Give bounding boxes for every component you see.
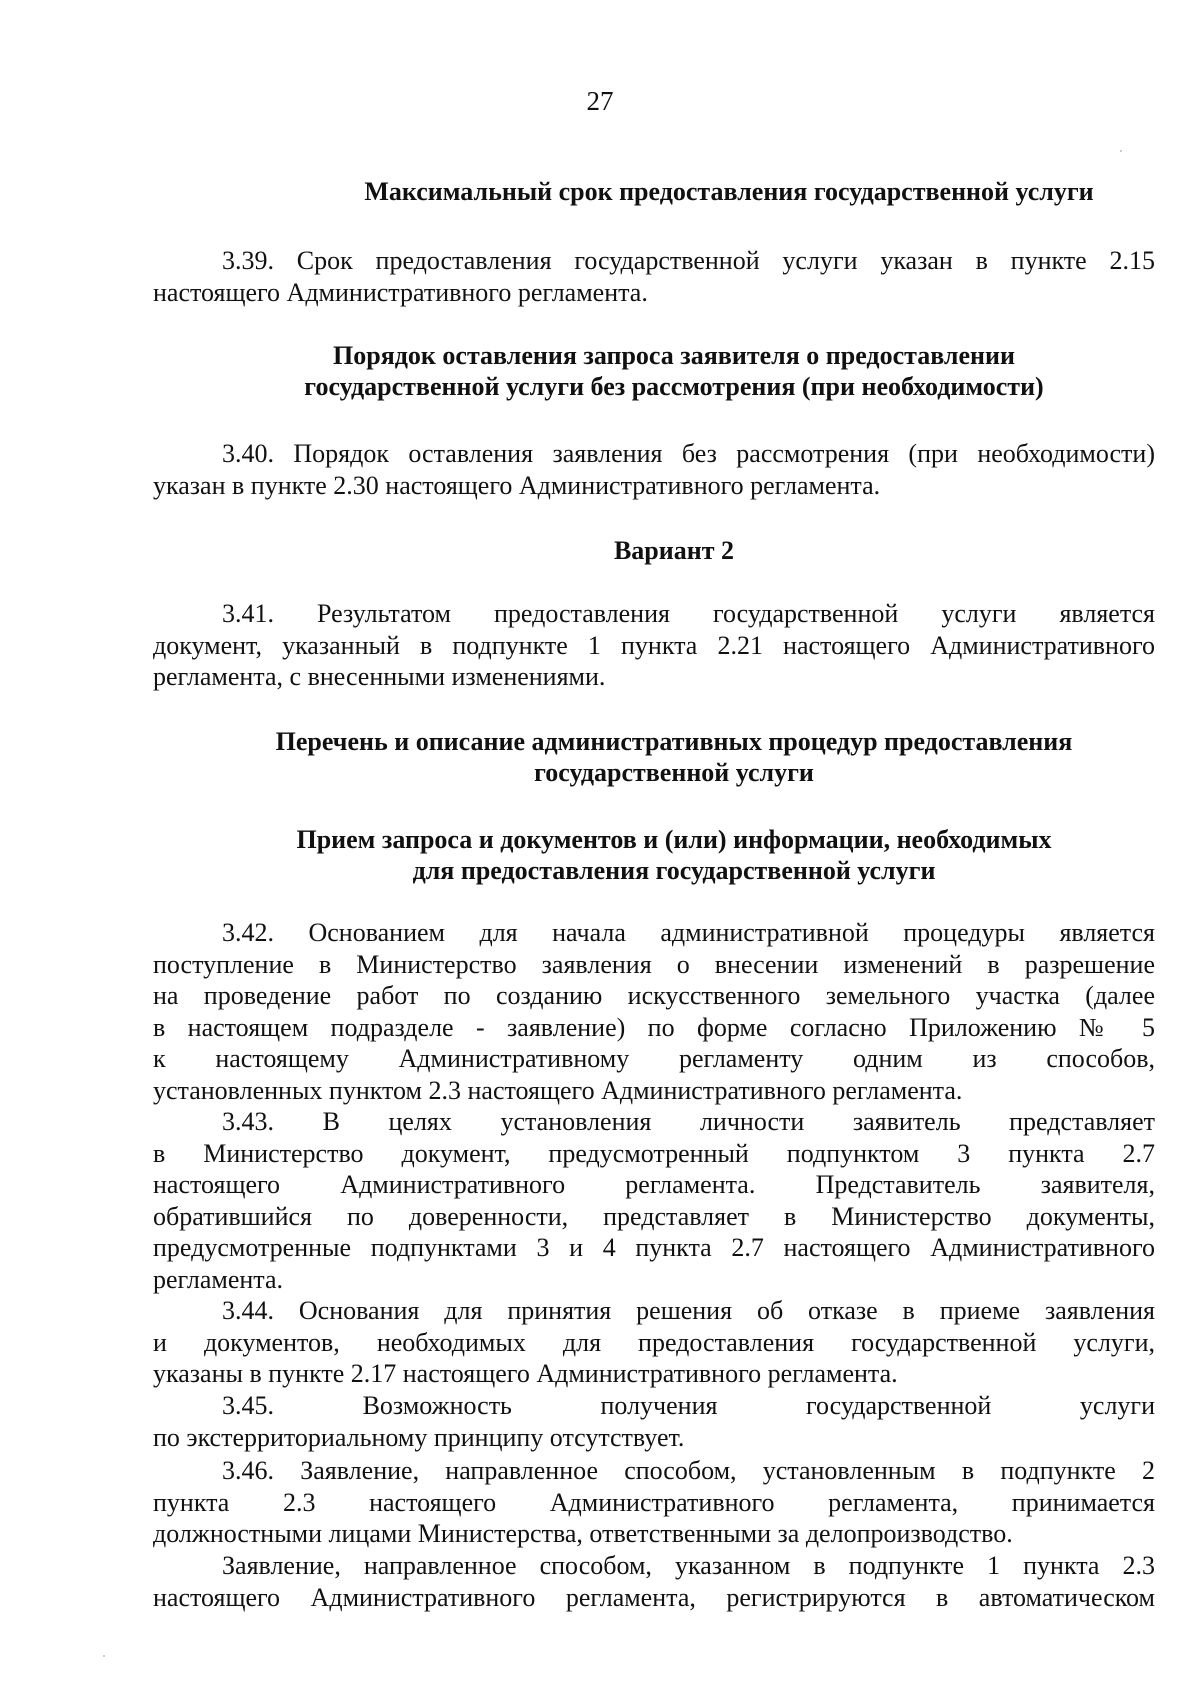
paragraph-line: обратившийся по доверенности, представляет в Министерство документы, (153, 1201, 1155, 1231)
paragraph-3-44 (153, 1295, 1155, 1390)
paragraph-line: документ, указанный в подпункте 1 пункта 2.21 настоящего Административного (153, 630, 1155, 660)
section-heading-max-term (153, 176, 1155, 207)
heading-line: государственной услуги (534, 758, 814, 787)
heading-line: Перечень и описание административных процедур предоставления (275, 727, 1073, 756)
scan-speck (1120, 150, 1122, 152)
paragraph-3-42 (153, 917, 1155, 1106)
heading-line: Прием запроса и документов и (или) информации, необходимых (296, 825, 1052, 854)
paragraph-line: в настоящем подразделе - заявление) по форме согласно Приложению № 5 (153, 1012, 1155, 1042)
paragraph-line: по экстерриториальному принципу отсутствует. (153, 1422, 685, 1452)
heading-line: государственной услуги без рассмотрения (при необходимости) (304, 372, 1044, 401)
paragraph-line: указан в пункте 2.30 настоящего Административного регламента. (153, 470, 881, 500)
heading-line: Максимальный срок предоставления государственной услуги (364, 177, 1094, 206)
scan-speck (103, 1655, 105, 1657)
paragraph-line: 3.41. Результатом предоставления государственной услуги является (222, 599, 1155, 628)
heading-line: для предоставления государственной услуги (412, 856, 936, 885)
paragraph-line: регламента, с внесенными изменениями. (153, 662, 606, 691)
paragraph-line: настоящего Административного регламента, регистрируются в автоматическом (153, 1582, 1155, 1612)
page-number: 27 (586, 86, 614, 116)
paragraph-3-43 (153, 1106, 1155, 1295)
paragraph-line: к настоящему Административному регламенту одним из способов, (153, 1044, 1155, 1073)
paragraph-3-46-continued (153, 1550, 1155, 1613)
paragraph-line: регламента. (153, 1264, 284, 1294)
paragraph-line: установленных пунктом 2.3 настоящего Административного регламента. (153, 1075, 963, 1105)
paragraph-line: Заявление, направленное способом, указанном в подпункте 1 пункта 2.3 (222, 1551, 1155, 1580)
paragraph-3-39 (153, 245, 1155, 308)
paragraph-line: 3.44. Основания для принятия решения об отказе в приеме заявления (222, 1296, 1155, 1325)
paragraph-line: на проведение работ по созданию искусственного земельного участка (далее (153, 981, 1155, 1010)
paragraph-line: пункта 2.3 настоящего Административного регламента, принимается (153, 1487, 1155, 1517)
section-heading-variant-2 (153, 535, 1155, 566)
paragraph-line: 3.45. Возможность получения государственной услуги (222, 1391, 1155, 1420)
paragraph-line: 3.42. Основанием для начала административной процедуры является (222, 918, 1155, 947)
paragraph-line: настоящего Административного регламента. Представитель заявителя, (153, 1170, 1155, 1199)
paragraph-3-40 (153, 438, 1155, 501)
paragraph-line: в Министерство документ, предусмотренный подпунктом 3 пункта 2.7 (153, 1138, 1155, 1168)
paragraph-3-41 (153, 598, 1155, 693)
section-heading-leave-without-review (153, 340, 1155, 402)
paragraph-line: 3.40. Порядок оставления заявления без рассмотрения (при необходимости) (222, 439, 1155, 468)
paragraph-3-45 (153, 1390, 1155, 1453)
paragraph-line: 3.46. Заявление, направленное способом, установленным в подпункте 2 (222, 1456, 1155, 1485)
paragraph-line: настоящего Административного регламента. (153, 277, 648, 307)
paragraph-line: 3.39. Срок предоставления государственной услуги указан в пункте 2.15 (222, 246, 1155, 275)
paragraph-line: поступление в Министерство заявления о внесении изменений в разрешение (153, 949, 1155, 979)
paragraph-line: должностными лицами Министерства, ответственными за делопроизводство. (153, 1519, 1013, 1548)
paragraph-line: указаны в пункте 2.17 настоящего Административного регламента. (153, 1359, 898, 1388)
paragraph-3-46 (153, 1455, 1155, 1550)
section-heading-request-intake (153, 824, 1155, 886)
heading-line: Вариант 2 (613, 536, 735, 565)
heading-line: Порядок оставления запроса заявителя о предоставлении (333, 341, 1015, 370)
section-heading-procedures (153, 726, 1155, 788)
paragraph-line: 3.43. В целях установления личности заявитель представляет (222, 1107, 1155, 1136)
paragraph-line: предусмотренные подпунктами 3 и 4 пункта 2.7 настоящего Административного (153, 1233, 1155, 1262)
paragraph-line: и документов, необходимых для предоставления государственной услуги, (153, 1327, 1155, 1357)
